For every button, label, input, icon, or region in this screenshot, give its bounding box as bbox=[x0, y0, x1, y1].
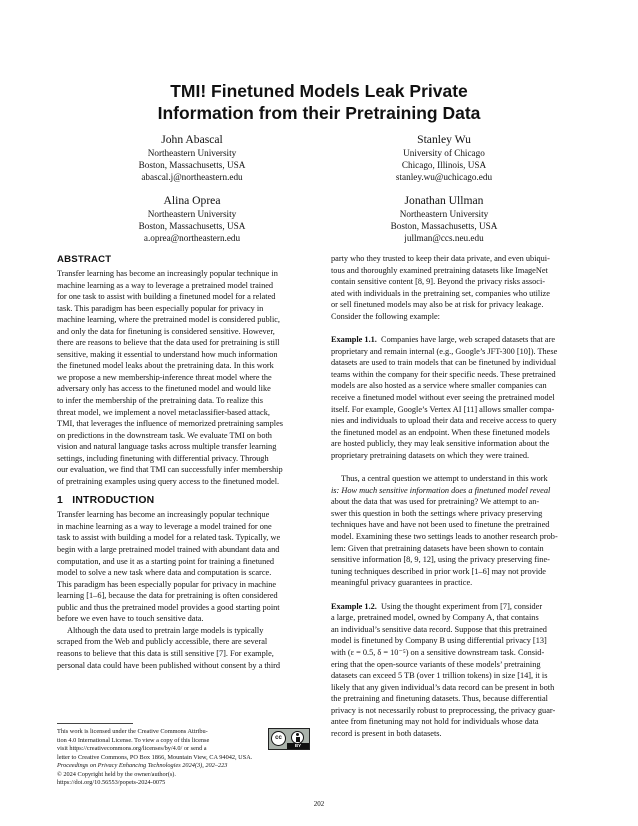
author-name: John Abascal bbox=[161, 133, 223, 146]
body-line: computation, and use it as a starting point for training a finetuned bbox=[57, 556, 275, 566]
body-line: Consider the following example: bbox=[331, 311, 440, 321]
abstract-line: vision and natural language tasks across multiple transfer learning bbox=[57, 442, 277, 452]
body-line: proprietary pretraining datasets on which they were trained. bbox=[331, 450, 530, 460]
right-column bbox=[331, 253, 586, 739]
body-line: record is present in both datasets. bbox=[331, 728, 442, 738]
body-line: itself. For example, Google’s Vertex AI [11] allows smaller compa- bbox=[331, 404, 555, 414]
example-label: Example 1.1. bbox=[331, 335, 377, 345]
example-text: Companies have large, web scraped datasets that are bbox=[381, 335, 556, 345]
footnote-line: https://doi.org/10.56553/popets-2024-0075 bbox=[57, 779, 166, 787]
author-email: jullman@ccs.neu.edu bbox=[404, 233, 484, 244]
footnote-line: Proceedings on Privacy Enhancing Technologies 2024(3), 202–223 bbox=[57, 762, 228, 770]
body-line: sensitive information [8, 9, 12], using the privacy preserving fine- bbox=[331, 555, 550, 565]
body-line: in machine learning as a way to leverage a model trained for one bbox=[57, 521, 272, 531]
body-line: datasets are used to train models that can be finetuned by individual bbox=[331, 358, 557, 368]
author-block bbox=[62, 133, 322, 184]
abstract-line: Transfer learning has become an increasingly popular technique in bbox=[57, 269, 278, 278]
abstract-line: our evaluation, we find that TMI can successfully infer membership bbox=[57, 465, 283, 475]
body-line: likely that any given individual’s data record can be present in both bbox=[331, 682, 555, 692]
footnote-line: visit https://creativecommons.org/licenses/by/4.0/ or send a bbox=[57, 745, 207, 753]
author-location: Boston, Massachusetts, USA bbox=[390, 221, 498, 232]
body-line: techniques have and have not been used to finetune the pretrained bbox=[331, 520, 550, 530]
section-number: 1 bbox=[57, 495, 63, 507]
body-line bbox=[331, 601, 586, 613]
body-line: task to assist with building a model for a related task. Typically, we bbox=[57, 533, 281, 543]
body-paragraph bbox=[331, 473, 586, 588]
abstract-line: machine learning as a way to leverage a pretrained model trained bbox=[57, 280, 274, 290]
body-line: antee from finetuning may not hold for individuals whose data bbox=[331, 717, 539, 727]
author-email: abascal.j@northeastern.edu bbox=[141, 172, 243, 183]
abstract-line: machine learning, where the pretrained model is considered public, bbox=[57, 315, 281, 325]
body-line: Transfer learning has become an increasingly popular technique bbox=[57, 510, 270, 520]
intro-paragraph bbox=[57, 625, 312, 671]
body-line: tuning techniques described in prior work [1–6] may not provide bbox=[331, 566, 546, 576]
body-line: swer this question in both the settings where privacy preserving bbox=[331, 508, 543, 518]
abstract-line: we propose a new membership-inference threat model where the bbox=[57, 372, 272, 382]
author-block bbox=[314, 133, 574, 184]
body-line: model is finetuned by Company B using differential privacy [13] bbox=[331, 636, 547, 646]
body-line: an individual’s sensitive data record. Suppose that this pretrained bbox=[331, 624, 547, 634]
page-number: 202 bbox=[313, 800, 325, 808]
author-name: Alina Oprea bbox=[163, 194, 221, 207]
title-line-2: Information from their Pretraining Data bbox=[157, 103, 481, 123]
footnote-line: © 2024 Copyright held by the owner/author(s). bbox=[57, 770, 176, 778]
body-line: ated with individuals in the pretraining set, companies who utilize bbox=[331, 288, 550, 298]
body-line: meaningful privacy guarantees in practice. bbox=[331, 578, 473, 588]
abstract-line: settings, including finetuning with differential privacy. Through bbox=[57, 453, 269, 463]
body-line: the pretraining and finetuning datasets. Thus, because differential bbox=[331, 694, 548, 704]
abstract-line: to infer the membership of the pretraining data. To realize this bbox=[57, 396, 263, 406]
body-line: lem: Given that pretraining datasets have been shown to contain bbox=[331, 543, 544, 553]
body-line: a large, pretrained model, owned by Company A, that contains bbox=[331, 613, 539, 623]
author-location: Chicago, Illinois, USA bbox=[401, 160, 487, 171]
author-affiliation: Northeastern University bbox=[147, 209, 237, 219]
body-line: ering that the open-source variants of these models’ pretraining bbox=[331, 659, 541, 669]
author-affiliation: Northeastern University bbox=[399, 209, 489, 219]
footnote-line: tion 4.0 International License. To view a copy of this license bbox=[57, 736, 210, 744]
body-line: nies and individuals to upload their data and receive access to query bbox=[331, 416, 557, 426]
footnote-line: This work is licensed under the Creative Commons Attribu- bbox=[57, 728, 208, 735]
body-line: model. Examining these two settings leads to another research prob- bbox=[331, 532, 558, 542]
author-email: a.oprea@northeastern.edu bbox=[143, 233, 241, 244]
abstract-body bbox=[57, 268, 312, 487]
body-line: before we even have to touch sensitive data. bbox=[57, 614, 204, 624]
author-location: Boston, Massachusetts, USA bbox=[138, 160, 246, 171]
body-line: This paradigm has been especially popular for privacy in machine bbox=[57, 579, 277, 589]
body-line: proprietary and remain internal (e.g., Google’s JFT-300 [10]). These bbox=[331, 346, 558, 356]
author-affiliation: University of Chicago bbox=[403, 148, 485, 158]
intro-paragraph bbox=[57, 509, 312, 624]
body-line: about the data that was used for pretraining? We attempt to an- bbox=[331, 497, 540, 507]
body-line: model to solve a new task where data and computation is scarce. bbox=[57, 568, 272, 578]
abstract-line: and only the data for finetuning is considered sensitive. However, bbox=[57, 326, 275, 336]
author-email: stanley.wu@uchicago.edu bbox=[395, 172, 493, 183]
title-line-1: TMI! Finetuned Models Leak Private bbox=[170, 81, 468, 101]
body-line: with (ε = 0.5, δ = 10⁻⁵) on a sensitive downstream task. Consid- bbox=[331, 647, 545, 657]
abstract-heading: ABSTRACT bbox=[57, 254, 112, 265]
creative-commons-icon: cc bbox=[271, 731, 286, 746]
body-line: contain sensitive content [8, 9]. Beyond the privacy risks associ- bbox=[331, 277, 546, 287]
body-line bbox=[331, 334, 586, 346]
section-title: INTRODUCTION bbox=[72, 495, 155, 507]
author-location: Boston, Massachusetts, USA bbox=[138, 221, 246, 232]
abstract-line: on predictions in the downstream task. We evaluate TMI on both bbox=[57, 430, 272, 440]
body-line: tous and thoroughly examined pretraining datasets like ImageNet bbox=[331, 265, 548, 275]
body-line: privacy is not necessarily robust to preprocessing, the privacy guar- bbox=[331, 705, 556, 715]
left-column bbox=[57, 253, 312, 671]
author-name: Stanley Wu bbox=[417, 133, 471, 146]
footnote-rule bbox=[57, 723, 133, 724]
abstract-line: adversary only has access to the finetuned model and would like bbox=[57, 384, 271, 394]
author-block bbox=[62, 194, 322, 245]
by-label: BY bbox=[287, 743, 309, 749]
body-line: begin with a large pretrained model trained with abundant data and bbox=[57, 545, 280, 555]
body-line: party who they trusted to keep their data private, and even ubiqui- bbox=[331, 254, 550, 263]
author-affiliation: Northeastern University bbox=[147, 148, 237, 158]
abstract-line: there are reasons to believe that the data used for pretraining is still bbox=[57, 338, 280, 348]
body-line: or sell finetuned models may also be at risk for privacy leakage. bbox=[331, 300, 544, 310]
body-line: models are also hosted as a service where smaller companies can bbox=[331, 381, 547, 391]
body-line: reasons to believe that this data is still sensitive [7]. For example, bbox=[57, 648, 274, 658]
intro-heading bbox=[57, 494, 312, 508]
abstract-line: sensitive, making it essential to understand how much information bbox=[57, 349, 278, 359]
abstract-line: TMI, that leverages the influence of memorized pretraining samples bbox=[57, 419, 284, 429]
abstract-line: for one task to assist with building a finetuned model for a related bbox=[57, 292, 276, 302]
body-line: personal data could have been published without consent by a third bbox=[57, 660, 281, 670]
body-line: receive a finetuned model without ever seeing the pretrained model bbox=[331, 393, 555, 403]
author-name: Jonathan Ullman bbox=[404, 194, 484, 207]
body-line: Thus, a central question we attempt to understand in this work bbox=[341, 474, 548, 484]
body-line: is: How much sensitive information does a finetuned model reveal bbox=[331, 485, 551, 495]
example-text: Using the thought experiment from [7], consider bbox=[381, 601, 543, 611]
author-block bbox=[314, 194, 574, 245]
body-line: public and thus the pretrained model provides a good starting point bbox=[57, 602, 280, 612]
body-line: scraped from the Web and publicly accessible, there are several bbox=[57, 637, 268, 647]
abstract-line: the finetuned model leaks about the pretraining data. In this work bbox=[57, 361, 274, 371]
body-line: learning [1–6], because the data for pretraining is often considered bbox=[57, 591, 278, 601]
body-line: Although the data used to pretrain large models is typically bbox=[67, 625, 264, 635]
body-line: the finetuned model as an endpoint. When these finetuned models bbox=[331, 427, 550, 437]
body-line: datasets can exceed 5 TB (over 1 trillion tokens) in size [14], it is bbox=[331, 671, 548, 681]
abstract-line: threat model, we implement a novel metaclassifier-based attack, bbox=[57, 407, 270, 417]
body-line: teams within the company for their specific needs. These pretrained bbox=[331, 369, 556, 379]
footnote-line: letter to Creative Commons, PO Box 1866, Mountain View, CA 94042, USA. bbox=[57, 753, 253, 761]
example-1-1 bbox=[331, 334, 586, 461]
abstract-line: task. This paradigm has been especially popular for privacy in bbox=[57, 303, 264, 313]
body-line: are hosted publicly, they may leak sensitive information about the bbox=[331, 439, 550, 449]
body-paragraph bbox=[331, 253, 586, 322]
paper-title bbox=[0, 80, 638, 124]
abstract-line: of pretraining examples using query access to the finetuned model. bbox=[57, 476, 280, 486]
example-label: Example 1.2. bbox=[331, 601, 377, 611]
example-1-2 bbox=[331, 601, 586, 740]
cc-by-license-badge bbox=[268, 728, 310, 750]
